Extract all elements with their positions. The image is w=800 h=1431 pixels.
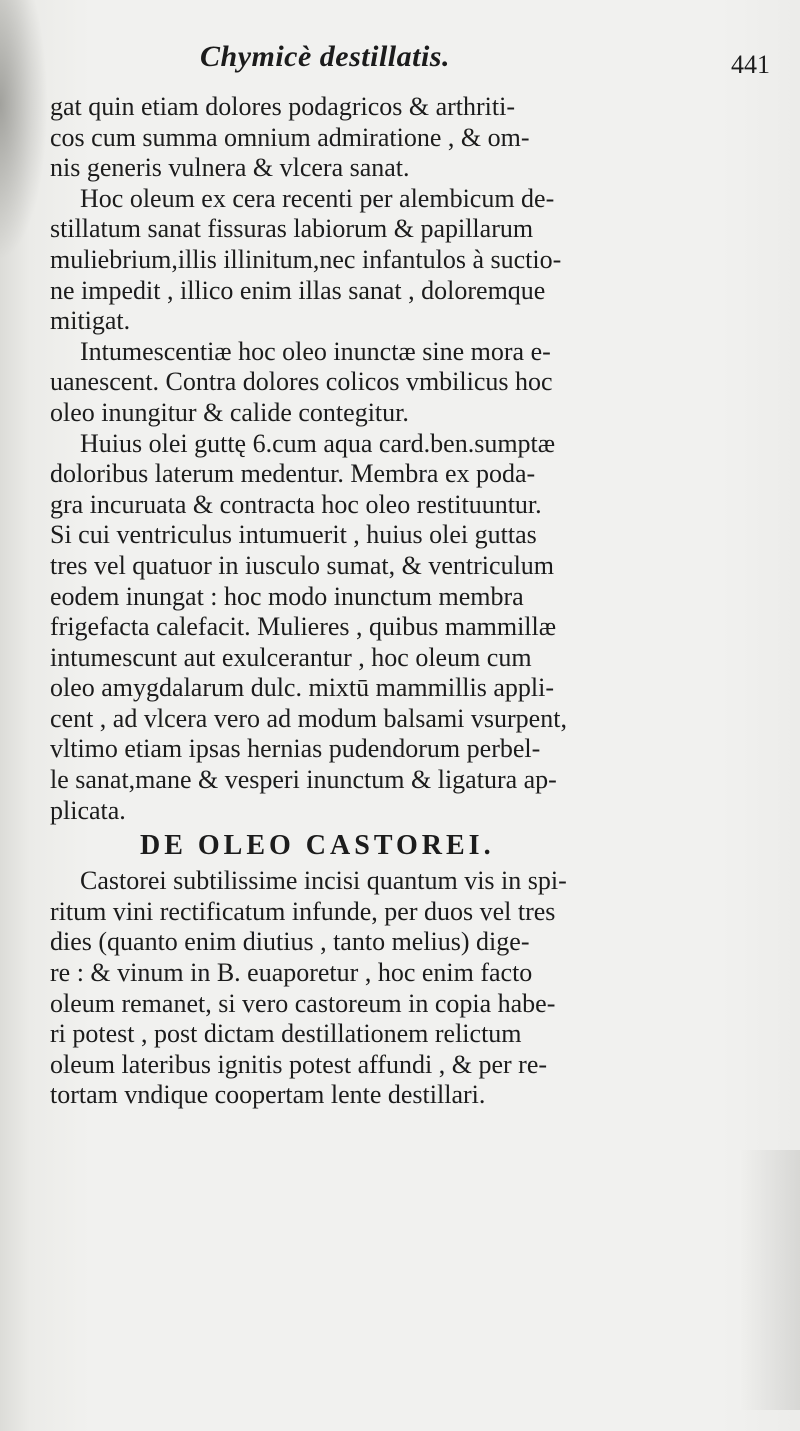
text-line: Castorei subtilissime incisi quantum vis in spi- bbox=[80, 866, 567, 896]
text-line: ri potest , post dictam destillationem relictum bbox=[50, 1019, 522, 1049]
text-line: oleum remanet, si vero castoreum in copia habe- bbox=[50, 988, 556, 1018]
body-text bbox=[50, 92, 780, 1111]
text-line: ne impedit , illico enim illas sanat , doloremque bbox=[50, 275, 546, 305]
text-line: Hoc oleum ex cera recenti per alembicum de- bbox=[80, 183, 555, 213]
running-title: Chymicè destillatis. bbox=[200, 40, 450, 73]
text-line: nis generis vulnera & vlcera sanat. bbox=[50, 153, 410, 183]
text-line: vltimo etiam ipsas hernias pudendorum perbel- bbox=[50, 734, 541, 764]
text-line: cent , ad vlcera vero ad modum balsami vsurpent, bbox=[50, 703, 567, 733]
text-line: stillatum sanat fissuras labiorum & papillarum bbox=[50, 214, 534, 244]
text-line: Intumescentiæ hoc oleo inunctæ sine mora e- bbox=[80, 336, 551, 366]
text-line: oleum lateribus ignitis potest affundi , & per re- bbox=[50, 1049, 548, 1079]
text-line: oleo amygdalarum dulc. mixtū mammillis appli- bbox=[50, 673, 555, 703]
text-line: doloribus laterum medentur. Membra ex poda- bbox=[50, 459, 536, 489]
text-line: le sanat,mane & vesperi inunctum & ligatura ap- bbox=[50, 765, 557, 795]
page-stain bbox=[740, 1150, 800, 1410]
text-line: Huius olei guttę 6.cum aqua card.ben.sumptæ bbox=[80, 428, 556, 458]
text-line: Si cui ventriculus intumuerit , huius olei guttas bbox=[50, 520, 537, 550]
page-number: 441 bbox=[731, 50, 770, 79]
text-line: muliebrium,illis illinitum,nec infantulos à suctio- bbox=[50, 244, 562, 274]
text-line: frigefacta calefacit. Mulieres , quibus mammillæ bbox=[50, 612, 557, 642]
text-line: eodem inungat : hoc modo inunctum membra bbox=[50, 581, 524, 611]
page-edge-shadow bbox=[0, 0, 48, 260]
text-line: cos cum summa omnium admiratione , & om- bbox=[50, 122, 530, 152]
text-line: mitigat. bbox=[50, 306, 131, 336]
section-heading: DE OLEO CASTOREI. bbox=[140, 830, 495, 862]
text-line: intumescunt aut exulcerantur , hoc oleum cum bbox=[50, 642, 532, 672]
text-line: oleo inungitur & calide contegitur. bbox=[50, 397, 409, 427]
text-line: dies (quanto enim diutius , tanto melius) dige- bbox=[50, 927, 530, 957]
text-line: gra incuruata & contracta hoc oleo restituuntur. bbox=[50, 489, 542, 519]
text-line: gat quin etiam dolores podagricos & arthriti- bbox=[50, 92, 515, 121]
page-header bbox=[200, 40, 770, 90]
text-line: tortam vndique coopertam lente destillari. bbox=[50, 1080, 486, 1110]
text-line: ritum vini rectificatum infunde, per duos vel tres bbox=[50, 896, 556, 926]
text-line: tres vel quatuor in iusculo sumat, & ventriculum bbox=[50, 550, 555, 580]
text-line: re : & vinum in B. euaporetur , hoc enim facto bbox=[50, 958, 533, 988]
text-line: plicata. bbox=[50, 795, 126, 825]
text-line: uanescent. Contra dolores colicos vmbilicus hoc bbox=[50, 367, 553, 397]
